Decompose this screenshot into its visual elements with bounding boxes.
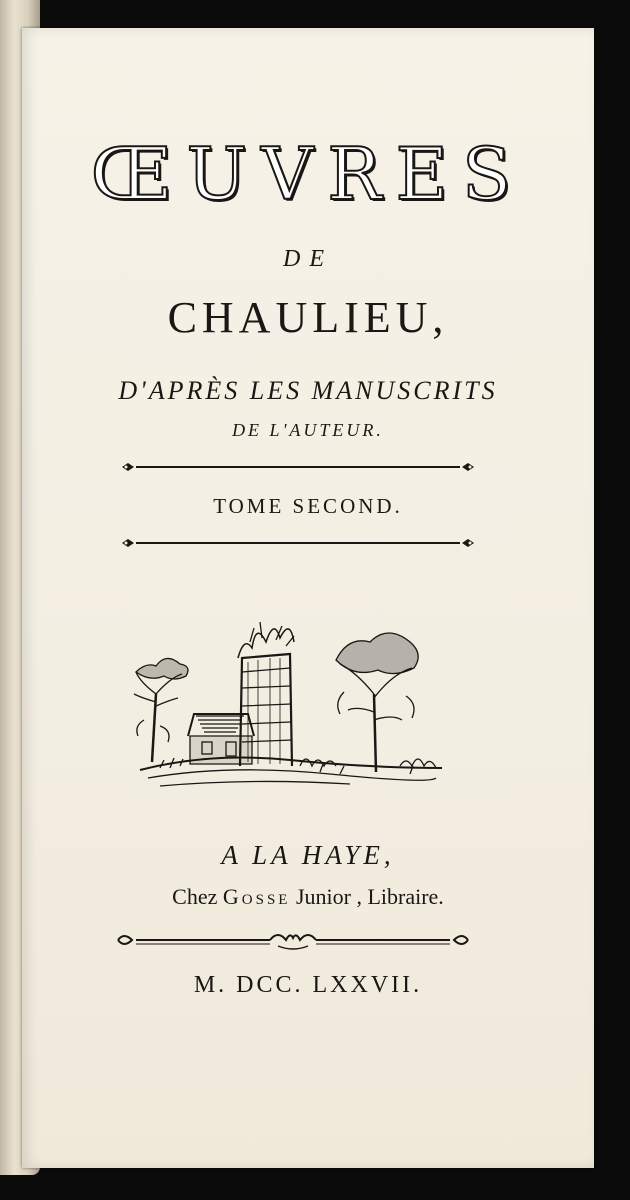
volume-label: TOME SECOND. — [213, 494, 403, 518]
publisher-prefix: Chez — [172, 884, 218, 909]
decorative-rule-top — [120, 460, 476, 474]
title-page — [22, 28, 594, 1168]
book-title: ŒUVRES — [90, 132, 526, 216]
publication-date: M. DCC. LXXVII. — [193, 972, 423, 998]
subtitle-line-1: D'APRÈS LES MANUSCRITS — [118, 376, 498, 405]
woodcut-vignette-tower-landscape — [130, 602, 450, 802]
publisher-name: Gosse — [222, 884, 291, 909]
decorative-rule-bottom — [120, 536, 476, 550]
decorative-ornament-rule — [114, 928, 472, 952]
author-name: CHAULIEU, — [167, 293, 449, 342]
imprint-place: A LA HAYE, — [221, 840, 395, 870]
title-preposition: DE — [283, 246, 333, 272]
imprint-publisher — [22, 884, 594, 910]
publisher-suffix: Junior , Libraire. — [295, 884, 444, 909]
subtitle-line-2: DE L'AUTEUR. — [232, 420, 384, 440]
